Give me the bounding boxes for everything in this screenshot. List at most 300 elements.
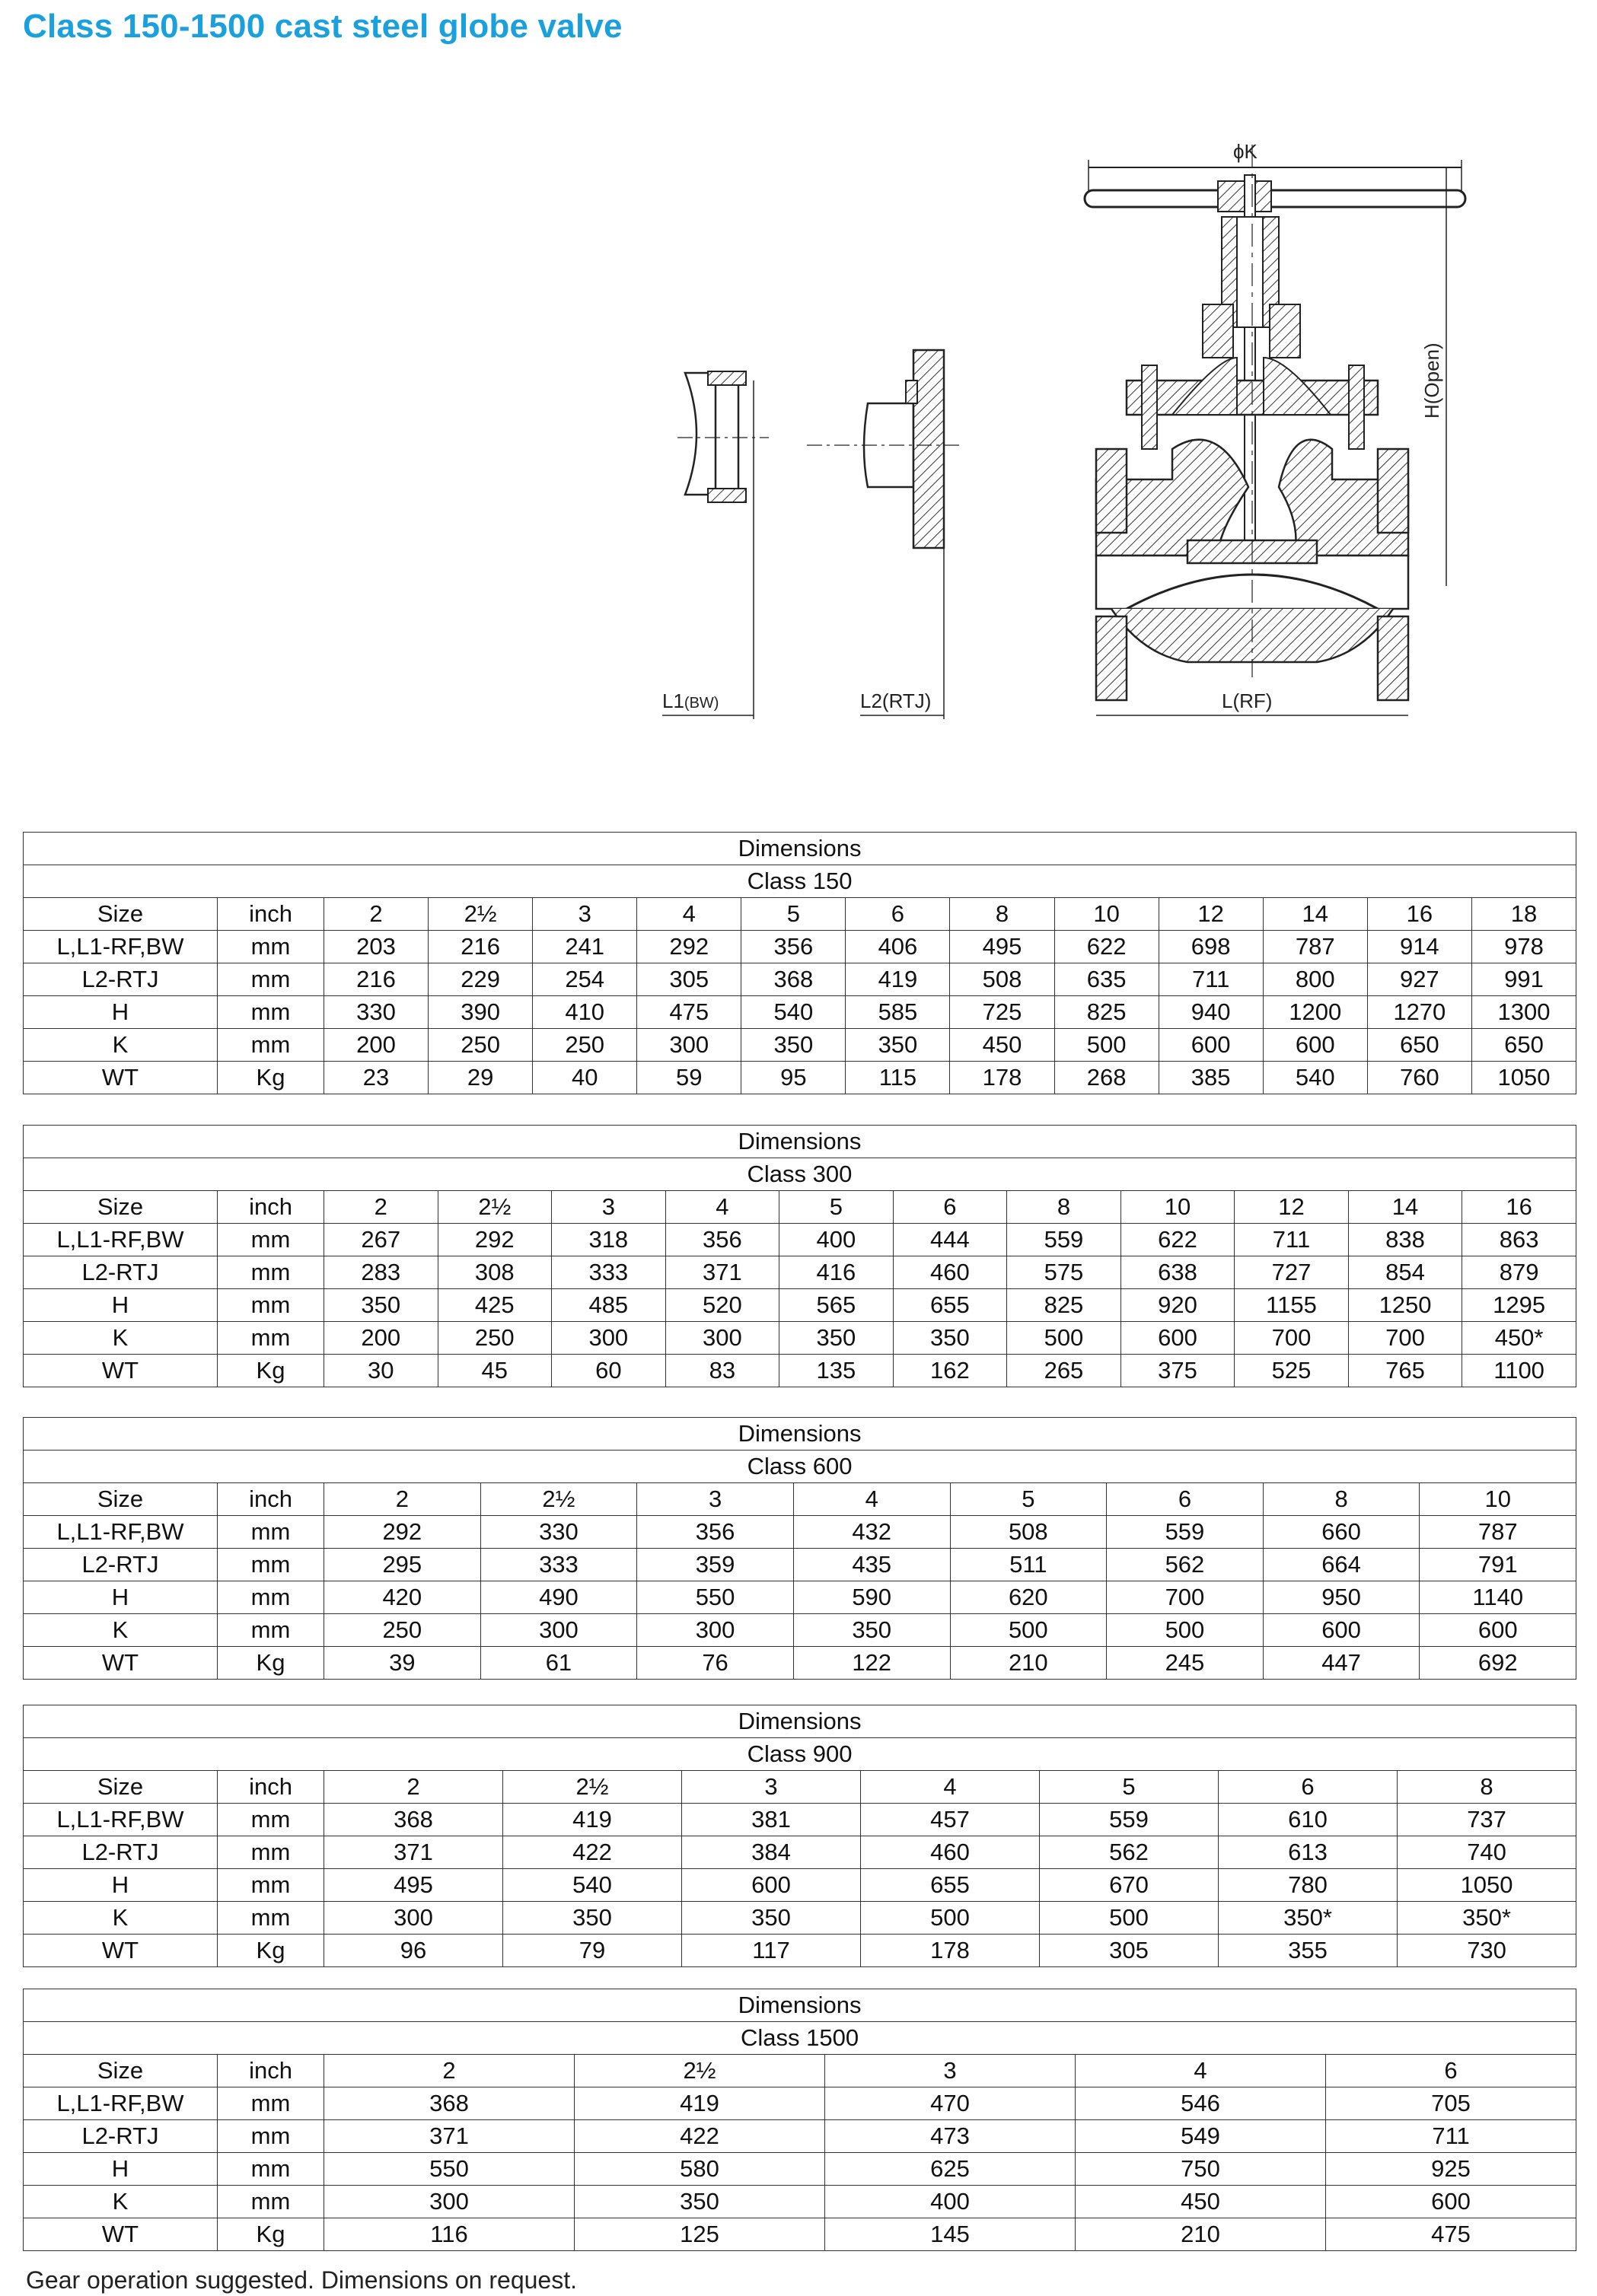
table-heading: Dimensions [24, 1126, 1576, 1158]
value-cell: 400 [779, 1224, 894, 1256]
value-cell: 216 [429, 931, 533, 963]
table-row [24, 2153, 1576, 2186]
end-flange-right [1378, 616, 1408, 700]
value-cell: 1270 [1367, 996, 1471, 1029]
table-row [24, 1191, 1576, 1224]
value-cell: 500 [950, 1614, 1107, 1647]
dimension-table [23, 1125, 1576, 1387]
value-cell: 210 [950, 1647, 1107, 1680]
table-class-label: Class 900 [24, 1738, 1576, 1771]
size-cell: 4 [637, 898, 741, 931]
table-heading: Dimensions [24, 1705, 1576, 1738]
dimension-table [23, 1705, 1576, 1967]
value-cell: 444 [893, 1224, 1007, 1256]
value-cell: 355 [1219, 1935, 1398, 1967]
size-cell: 6 [1107, 1483, 1264, 1516]
value-cell: 83 [665, 1355, 779, 1387]
value-cell: 23 [324, 1062, 429, 1094]
row-unit: mm [218, 1256, 324, 1289]
value-cell: 638 [1120, 1256, 1235, 1289]
value-cell: 495 [950, 931, 1054, 963]
value-cell: 61 [480, 1647, 637, 1680]
table-row [24, 931, 1576, 963]
value-cell: 725 [950, 996, 1054, 1029]
value-cell: 914 [1367, 931, 1471, 963]
value-cell: 600 [1263, 1614, 1420, 1647]
value-cell: 1050 [1471, 1062, 1576, 1094]
row-unit: mm [218, 1516, 324, 1549]
table-row [24, 2120, 1576, 2153]
row-label: Size [24, 1191, 218, 1224]
value-cell: 425 [438, 1289, 552, 1322]
row-label: L2-RTJ [24, 1549, 218, 1581]
value-cell: 400 [825, 2186, 1076, 2218]
value-cell: 419 [503, 1804, 682, 1836]
size-cell: 4 [1076, 2055, 1326, 2087]
row-label: H [24, 1289, 218, 1322]
value-cell: 863 [1462, 1224, 1576, 1256]
row-unit: mm [218, 1549, 324, 1581]
value-cell: 1300 [1471, 996, 1576, 1029]
value-cell: 655 [893, 1289, 1007, 1322]
value-cell: 39 [324, 1647, 481, 1680]
row-unit: mm [218, 1804, 324, 1836]
table-row [24, 996, 1576, 1029]
size-cell: 6 [893, 1191, 1007, 1224]
value-cell: 356 [637, 1516, 794, 1549]
row-label: L2-RTJ [24, 2120, 218, 2153]
value-cell: 356 [665, 1224, 779, 1256]
table-row [24, 1483, 1576, 1516]
row-label: Size [24, 1483, 218, 1516]
row-unit: Kg [218, 1062, 324, 1094]
value-cell: 600 [1159, 1029, 1263, 1062]
row-unit: mm [218, 996, 324, 1029]
value-cell: 500 [1040, 1902, 1219, 1935]
value-cell: 760 [1367, 1062, 1471, 1094]
value-cell: 495 [324, 1869, 503, 1902]
value-cell: 300 [637, 1029, 741, 1062]
value-cell: 780 [1219, 1869, 1398, 1902]
value-cell: 40 [533, 1062, 637, 1094]
row-label: L,L1-RF,BW [24, 2087, 218, 2120]
size-cell: 8 [950, 898, 1054, 931]
value-cell: 268 [1054, 1062, 1159, 1094]
table-row [24, 1902, 1576, 1935]
value-cell: 490 [480, 1581, 637, 1614]
row-label: H [24, 1581, 218, 1614]
row-unit: mm [218, 1581, 324, 1614]
value-cell: 79 [503, 1935, 682, 1967]
row-unit: mm [218, 1902, 324, 1935]
value-cell: 470 [825, 2087, 1076, 2120]
value-cell: 950 [1263, 1581, 1420, 1614]
row-unit: mm [218, 2120, 324, 2153]
value-cell: 700 [1107, 1581, 1264, 1614]
value-cell: 711 [1326, 2120, 1576, 2153]
row-unit: Kg [218, 1935, 324, 1967]
row-unit: mm [218, 2186, 324, 2218]
value-cell: 419 [575, 2087, 825, 2120]
value-cell: 450* [1462, 1322, 1576, 1355]
value-cell: 711 [1235, 1224, 1349, 1256]
value-cell: 692 [1420, 1647, 1576, 1680]
value-cell: 550 [637, 1581, 794, 1614]
size-cell: 10 [1120, 1191, 1235, 1224]
value-cell: 122 [793, 1647, 950, 1680]
size-cell: 2½ [480, 1483, 637, 1516]
value-cell: 371 [665, 1256, 779, 1289]
value-cell: 500 [1107, 1614, 1264, 1647]
value-cell: 432 [793, 1516, 950, 1549]
row-unit: mm [218, 1869, 324, 1902]
value-cell: 29 [429, 1062, 533, 1094]
value-cell: 787 [1420, 1516, 1576, 1549]
value-cell: 1250 [1348, 1289, 1462, 1322]
value-cell: 162 [893, 1355, 1007, 1387]
value-cell: 254 [533, 963, 637, 996]
value-cell: 655 [861, 1869, 1040, 1902]
value-cell: 250 [533, 1029, 637, 1062]
row-label: L,L1-RF,BW [24, 1224, 218, 1256]
row-label: WT [24, 1935, 218, 1967]
size-cell: 3 [682, 1771, 861, 1804]
row-label: L2-RTJ [24, 1256, 218, 1289]
value-cell: 650 [1471, 1029, 1576, 1062]
footnote: Gear operation suggested. Dimensions on request. [26, 2266, 577, 2294]
table-row [24, 2055, 1576, 2087]
value-cell: 330 [324, 996, 429, 1029]
dimension-table [23, 1417, 1576, 1680]
row-unit: mm [218, 1224, 324, 1256]
value-cell: 305 [637, 963, 741, 996]
value-cell: 450 [1076, 2186, 1326, 2218]
value-cell: 540 [503, 1869, 682, 1902]
table-row [24, 1322, 1576, 1355]
h-dimension-label: H(Open) [1420, 342, 1443, 419]
size-cell: 4 [861, 1771, 1040, 1804]
value-cell: 525 [1235, 1355, 1349, 1387]
table-row [24, 1062, 1576, 1094]
value-cell: 419 [846, 963, 950, 996]
size-cell: 3 [533, 898, 637, 931]
value-cell: 359 [637, 1549, 794, 1581]
value-cell: 250 [438, 1322, 552, 1355]
value-cell: 350 [682, 1902, 861, 1935]
value-cell: 698 [1159, 931, 1263, 963]
size-cell: 2 [324, 1483, 481, 1516]
value-cell: 727 [1235, 1256, 1349, 1289]
globe-valve-drawing [662, 129, 1522, 738]
value-cell: 838 [1348, 1224, 1462, 1256]
value-cell: 125 [575, 2218, 825, 2251]
size-cell: 4 [665, 1191, 779, 1224]
value-cell: 371 [324, 2120, 575, 2153]
value-cell: 385 [1159, 1062, 1263, 1094]
table-row [24, 1516, 1576, 1549]
value-cell: 925 [1326, 2153, 1576, 2186]
value-cell: 241 [533, 931, 637, 963]
value-cell: 1200 [1263, 996, 1367, 1029]
value-cell: 991 [1471, 963, 1576, 996]
row-unit: mm [218, 2153, 324, 2186]
row-unit: inch [218, 1483, 324, 1516]
value-cell: 600 [1326, 2186, 1576, 2218]
l1-dimension-label: L1(BW) [662, 689, 719, 712]
value-cell: 368 [741, 963, 846, 996]
value-cell: 670 [1040, 1869, 1219, 1902]
value-cell: 350 [793, 1614, 950, 1647]
value-cell: 1140 [1420, 1581, 1576, 1614]
row-unit: mm [218, 1029, 324, 1062]
value-cell: 660 [1263, 1516, 1420, 1549]
size-cell: 14 [1263, 898, 1367, 931]
size-cell: 4 [793, 1483, 950, 1516]
size-cell: 16 [1462, 1191, 1576, 1224]
value-cell: 765 [1348, 1355, 1462, 1387]
row-label: H [24, 1869, 218, 1902]
value-cell: 800 [1263, 963, 1367, 996]
value-cell: 508 [950, 1516, 1107, 1549]
row-label: K [24, 1322, 218, 1355]
value-cell: 333 [480, 1549, 637, 1581]
value-cell: 300 [637, 1614, 794, 1647]
value-cell: 283 [324, 1256, 438, 1289]
value-cell: 787 [1263, 931, 1367, 963]
value-cell: 600 [682, 1869, 861, 1902]
size-cell: 10 [1420, 1483, 1576, 1516]
value-cell: 420 [324, 1581, 481, 1614]
value-cell: 550 [324, 2153, 575, 2186]
value-cell: 350* [1398, 1902, 1576, 1935]
value-cell: 540 [741, 996, 846, 1029]
size-cell: 2½ [438, 1191, 552, 1224]
table-row [24, 1771, 1576, 1804]
size-cell: 2½ [429, 898, 533, 931]
value-cell: 650 [1367, 1029, 1471, 1062]
value-cell: 622 [1120, 1224, 1235, 1256]
row-label: WT [24, 1647, 218, 1680]
table-heading: Dimensions [24, 833, 1576, 865]
value-cell: 292 [637, 931, 741, 963]
value-cell: 485 [552, 1289, 666, 1322]
value-cell: 520 [665, 1289, 779, 1322]
value-cell: 475 [1326, 2218, 1576, 2251]
value-cell: 406 [846, 931, 950, 963]
value-cell: 940 [1159, 996, 1263, 1029]
size-cell: 14 [1348, 1191, 1462, 1224]
value-cell: 300 [324, 1902, 503, 1935]
value-cell: 575 [1007, 1256, 1121, 1289]
table-row [24, 963, 1576, 996]
value-cell: 305 [1040, 1935, 1219, 1967]
row-unit: inch [218, 1771, 324, 1804]
value-cell: 978 [1471, 931, 1576, 963]
row-label: K [24, 1614, 218, 1647]
size-cell: 8 [1398, 1771, 1576, 1804]
value-cell: 350 [575, 2186, 825, 2218]
value-cell: 511 [950, 1549, 1107, 1581]
value-cell: 250 [429, 1029, 533, 1062]
value-cell: 200 [324, 1322, 438, 1355]
row-unit: Kg [218, 2218, 324, 2251]
value-cell: 96 [324, 1935, 503, 1967]
value-cell: 250 [324, 1614, 481, 1647]
value-cell: 350 [893, 1322, 1007, 1355]
value-cell: 1295 [1462, 1289, 1576, 1322]
value-cell: 435 [793, 1549, 950, 1581]
size-cell: 5 [741, 898, 846, 931]
value-cell: 117 [682, 1935, 861, 1967]
size-cell: 18 [1471, 898, 1576, 931]
value-cell: 368 [324, 1804, 503, 1836]
value-cell: 368 [324, 2087, 575, 2120]
value-cell: 135 [779, 1355, 894, 1387]
table-row [24, 1224, 1576, 1256]
value-cell: 1100 [1462, 1355, 1576, 1387]
dimension-table [23, 832, 1576, 1094]
value-cell: 740 [1398, 1836, 1576, 1869]
value-cell: 585 [846, 996, 950, 1029]
table-class-label: Class 600 [24, 1451, 1576, 1483]
value-cell: 540 [1263, 1062, 1367, 1094]
end-flange-left [1096, 616, 1127, 700]
table-row [24, 2186, 1576, 2218]
l2-dimension-label: L2(RTJ) [860, 689, 932, 712]
value-cell: 600 [1420, 1614, 1576, 1647]
value-cell: 356 [741, 931, 846, 963]
value-cell: 390 [429, 996, 533, 1029]
table-row [24, 2087, 1576, 2120]
row-label: H [24, 996, 218, 1029]
value-cell: 292 [438, 1224, 552, 1256]
row-unit: mm [218, 1614, 324, 1647]
size-cell: 12 [1159, 898, 1263, 931]
row-label: K [24, 1902, 218, 1935]
value-cell: 381 [682, 1804, 861, 1836]
row-label: WT [24, 2218, 218, 2251]
value-cell: 559 [1040, 1804, 1219, 1836]
value-cell: 730 [1398, 1935, 1576, 1967]
size-cell: 2½ [575, 2055, 825, 2087]
value-cell: 457 [861, 1804, 1040, 1836]
row-label: L,L1-RF,BW [24, 1516, 218, 1549]
value-cell: 549 [1076, 2120, 1326, 2153]
table-row [24, 1614, 1576, 1647]
size-cell: 3 [825, 2055, 1076, 2087]
value-cell: 613 [1219, 1836, 1398, 1869]
row-label: Size [24, 898, 218, 931]
table-row [24, 1581, 1576, 1614]
table-row [24, 1869, 1576, 1902]
row-unit: inch [218, 898, 324, 931]
value-cell: 200 [324, 1029, 429, 1062]
size-cell: 6 [846, 898, 950, 931]
value-cell: 580 [575, 2153, 825, 2186]
value-cell: 590 [793, 1581, 950, 1614]
row-unit: mm [218, 931, 324, 963]
value-cell: 500 [861, 1902, 1040, 1935]
value-cell: 620 [950, 1581, 1107, 1614]
size-cell: 2 [324, 898, 429, 931]
value-cell: 422 [503, 1836, 682, 1869]
value-cell: 300 [480, 1614, 637, 1647]
size-cell: 16 [1367, 898, 1471, 931]
value-cell: 879 [1462, 1256, 1576, 1289]
value-cell: 854 [1348, 1256, 1462, 1289]
size-cell: 2 [324, 2055, 575, 2087]
value-cell: 350* [1219, 1902, 1398, 1935]
value-cell: 825 [1007, 1289, 1121, 1322]
value-cell: 318 [552, 1224, 666, 1256]
value-cell: 371 [324, 1836, 503, 1869]
table-heading: Dimensions [24, 1418, 1576, 1451]
table-row [24, 1289, 1576, 1322]
table-row [24, 2218, 1576, 2251]
table-row [24, 1804, 1576, 1836]
handwheel [1085, 190, 1465, 207]
value-cell: 920 [1120, 1289, 1235, 1322]
value-cell: 460 [893, 1256, 1007, 1289]
value-cell: 333 [552, 1256, 666, 1289]
size-cell: 10 [1054, 898, 1159, 931]
value-cell: 705 [1326, 2087, 1576, 2120]
value-cell: 927 [1367, 963, 1471, 996]
size-cell: 8 [1263, 1483, 1420, 1516]
value-cell: 115 [846, 1062, 950, 1094]
value-cell: 711 [1159, 963, 1263, 996]
value-cell: 384 [682, 1836, 861, 1869]
value-cell: 178 [861, 1935, 1040, 1967]
value-cell: 350 [846, 1029, 950, 1062]
page-title: Class 150-1500 cast steel globe valve [23, 8, 623, 45]
value-cell: 295 [324, 1549, 481, 1581]
value-cell: 600 [1120, 1322, 1235, 1355]
value-cell: 116 [324, 2218, 575, 2251]
value-cell: 473 [825, 2120, 1076, 2153]
value-cell: 825 [1054, 996, 1159, 1029]
value-cell: 559 [1107, 1516, 1264, 1549]
value-cell: 750 [1076, 2153, 1326, 2186]
table-row [24, 1029, 1576, 1062]
k-dimension-label: ϕK [1233, 140, 1258, 163]
bw-end-detail [685, 373, 716, 495]
value-cell: 350 [324, 1289, 438, 1322]
size-cell: 12 [1235, 1191, 1349, 1224]
l-dimension-label: L(RF) [1222, 689, 1273, 712]
table-row [24, 1836, 1576, 1869]
value-cell: 30 [324, 1355, 438, 1387]
table-class-label: Class 1500 [24, 2022, 1576, 2055]
value-cell: 300 [552, 1322, 666, 1355]
table-row [24, 898, 1576, 931]
row-label: WT [24, 1062, 218, 1094]
size-cell: 2 [324, 1771, 503, 1804]
value-cell: 460 [861, 1836, 1040, 1869]
value-cell: 610 [1219, 1804, 1398, 1836]
value-cell: 500 [1007, 1322, 1121, 1355]
value-cell: 1050 [1398, 1869, 1576, 1902]
value-cell: 635 [1054, 963, 1159, 996]
size-cell: 6 [1326, 2055, 1576, 2087]
size-cell: 3 [637, 1483, 794, 1516]
size-cell: 8 [1007, 1191, 1121, 1224]
value-cell: 267 [324, 1224, 438, 1256]
value-cell: 216 [324, 963, 429, 996]
row-unit: Kg [218, 1647, 324, 1680]
size-cell: 3 [552, 1191, 666, 1224]
value-cell: 737 [1398, 1804, 1576, 1836]
